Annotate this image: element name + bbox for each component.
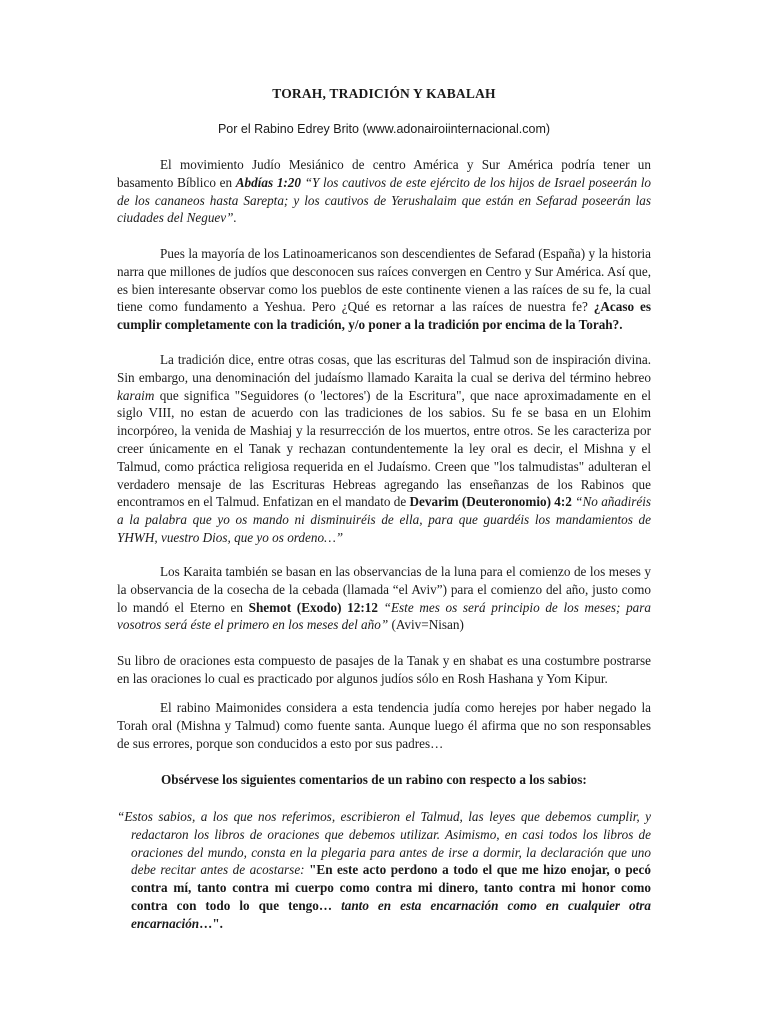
paragraph-3: [117, 351, 651, 547]
document-title: TORAH, TRADICIÓN Y KABALAH: [272, 86, 496, 101]
author-byline: Por el Rabino Edrey Brito (www.adonairoiinternacional.com): [217, 122, 551, 136]
p4-text-2: (Aviv=Nisan): [388, 617, 464, 633]
rabbi-quote-block: [117, 808, 651, 933]
paragraph-1: [117, 156, 651, 227]
p3-text-2: que significa "Seguidores (o 'lectores') de la Escritura", que nace aproximadamente en el siglo VIII, no estan de acuerdo con las tradiciones de los sabios. Su fe se basa en un Elohim incorpóreo, la venida de Mashiaj y la resurrección de los muertos, entre otros. Se les caracteriza por creer únicamente en el Tanak y rechazan contundentemente la ley oral es decir, el Mishna y el Talmud, como práctica religiosa requerida en el Judaísmo. Creen que "los talmudistas" adulteran el verdadero mensaje de las Escrituras Hebreas agregando las enseñanzas de los Rabinos que encontramos en el Talmud. Enfatizan en el mandato de: [117, 387, 651, 510]
p2-text: Pues la mayoría de los Latinoamericanos son descendientes de Sefarad (España) y la historia narra que millones de judíos que desconocen sus raíces convergen en Centro y Sur América. Así que, es bien interesante observar como los pueblos de este continente vienen a las raíces de su fe, la cual tiene como fundamento a Yeshua. Pero ¿Qué es retornar a las raíces de nuestra fe?: [117, 246, 651, 315]
p1-text: El movimiento Judío Mesiánico de centro América y Sur América podría tener un basamento Bíblico en: [117, 157, 651, 190]
paragraph-5: Su libro de oraciones esta compuesto de pasajes de la Tanak y en shabat es una costumbre postrarse en las oraciones lo cual es practicado por algunos judíos sólo en Rosh Hashana y Yom Kipur.: [117, 653, 651, 686]
paragraph-6: El rabino Maimonides considera a esta tendencia judía como herejes por haber negado la Torah oral (Mishna y Talmud) como fuente santa. Aunque luego él afirma que no son responsables de sus errores, porque son conducidos a esto por sus padres…: [117, 700, 651, 751]
quote-prayer: "En este acto perdono a todo el que me hizo enojar, o pecó contra mí, tanto contra mi cuerpo como contra mi dinero, tanto contra mi honor como contra con todo lo que tengo…: [131, 862, 651, 913]
p3-quote: “No añadiréis a la palabra que yo os mando ni disminuiréis de ella, para que guardéis los mandamientos de YHWH, vuestro Dios, que yo os ordeno…”: [117, 494, 652, 545]
p3-reference: Devarim (Deuteronomio) 4:2: [409, 494, 572, 510]
paragraph-2: [117, 245, 651, 334]
p4-reference: Shemot (Exodo) 12:12: [248, 599, 378, 615]
quote-end: …".: [199, 915, 223, 931]
quote-text: “Estos sabios, a los que nos referimos, escribieron el Talmud, las leyes que debemos cumplir, y redactaron los libros de oraciones que debemos utilizar. Asimismo, en casi todos los libros de oraciones del mundo, consta en la plegaria para antes de irse a dormir, la declaración que uno debe recitar antes de acostarse:: [117, 809, 651, 878]
p4-text: Los Karaita también se basan en las observancias de la luna para el comienzo de los meses y la observancia de la cosecha de la cebada (llamada “el Aviv”) para el comienzo del año, justo como lo mandó el Eterno en: [117, 564, 651, 615]
p3-term: karaim: [117, 387, 155, 403]
p1-quote: “Y los cautivos de este ejército de los hijos de Israel poseerán lo de los cananeos hasta Sarepta; y los cautivos de Yerushalaim que están en Sefarad poseerán las ciudades del Neguev”.: [117, 174, 652, 226]
section-heading: Obsérvese los siguientes comentarios de un rabino con respecto a los sabios:: [161, 772, 587, 787]
p2-question: ¿Acaso es cumplir completamente con la tradición, y/o poner a la tradición por encima de la Torah?.: [117, 299, 651, 333]
p4-quote: “Este mes os será principio de los meses; para vosotros será éste el primero en los meses del año”: [117, 599, 651, 633]
paragraph-4: [117, 563, 651, 634]
quote-emphasis: tanto en esta encarnación como en cualquier otra encarnación: [131, 897, 651, 931]
p3-text: La tradición dice, entre otras cosas, que las escrituras del Talmud son de inspiración divina. Sin embargo, una denominación del judaísmo llamado Karaita la cual se deriva del término hebreo: [117, 352, 651, 385]
p1-reference: Abdías 1:20: [235, 174, 301, 190]
